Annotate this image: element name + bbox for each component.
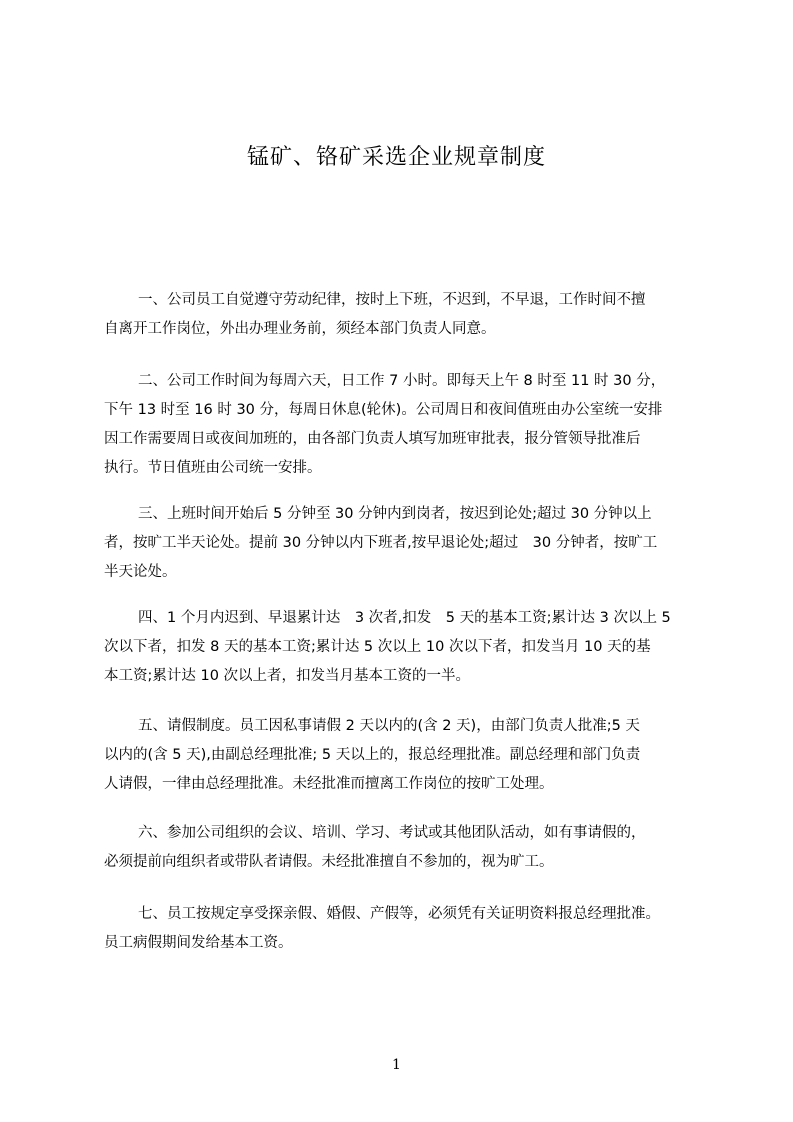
paragraph-line: 因工作需要周日或夜间加班的，由各部门负责人填写加班审批表，报分管领导批准后 [104,431,641,447]
paragraph-line: 者，按旷工半天论处。提前 30 分钟以内下班者,按早退论处;超过 30 分钟者，按旷工 [104,535,658,551]
paragraph-line: 自离开工作岗位，外出办理业务前，须经本部门负责人同意。 [104,321,496,337]
paragraph-line: 半天论处。 [104,564,177,580]
paragraph-line: 六、参加公司组织的会议、培训、学习、考试或其他团队活动，如有事请假的， [138,825,646,841]
paragraph-line: 四、1 个月内迟到、早退累计达 3 次者,扣发 5 天的基本工资;累计达 3 次以上 5 [138,610,671,626]
rule-paragraph-6 [104,819,700,877]
paragraph-line: 次以下者，扣发 8 天的基本工资;累计达 5 次以上 10 次以下者，扣发当月 10 天的基 [104,639,651,655]
paragraph-line: 三、上班时间开始后 5 分钟至 30 分钟内到岗者，按迟到论处;超过 30 分钟以上 [138,506,652,522]
page-number: 1 [392,1057,401,1073]
rule-paragraph-1 [104,286,700,344]
document-title: 锰矿、铬矿采选企业规章制度 [246,145,546,170]
paragraph-line: 五、请假制度。员工因私事请假 2 天以内的(含 2 天)，由部门负责人批准;5 天 [138,718,640,734]
paragraph-line: 一、公司员工自觉遵守劳动纪律，按时上下班，不迟到，不早退，工作时间不擅 [138,292,646,308]
rule-paragraph-4 [104,604,700,691]
paragraph-line: 下午 13 时至 16 时 30 分，每周日休息(轮休)。公司周日和夜间值班由办公室统一安排 [104,402,663,418]
rule-paragraph-5 [104,712,700,799]
paragraph-line: 以内的(含 5 天),由副总经理批准; 5 天以上的，报总经理批准。副总经理和部门负责 [104,747,641,763]
rule-paragraph-2 [104,367,700,483]
paragraph-line: 员工病假期间发给基本工资。 [104,935,293,951]
paragraph-line: 人请假，一律由总经理批准。未经批准而擅离工作岗位的按旷工处理。 [104,776,554,792]
paragraph-line: 七、员工按规定享受探亲假、婚假、产假等，必须凭有关证明资料报总经理批准。 [138,906,660,922]
paragraph-line: 二、公司工作时间为每周六天，日工作 7 小时。即每天上午 8 时至 11 时 30 分， [138,373,666,389]
rule-paragraph-3 [104,500,700,587]
paragraph-line: 必须提前向组织者或带队者请假。未经批准擅自不参加的，视为旷工。 [104,854,554,870]
paragraph-line: 本工资;累计达 10 次以上者，扣发当月基本工资的一半。 [104,668,471,684]
paragraph-line: 执行。节日值班由公司统一安排。 [104,460,322,476]
rule-paragraph-7 [104,900,700,958]
